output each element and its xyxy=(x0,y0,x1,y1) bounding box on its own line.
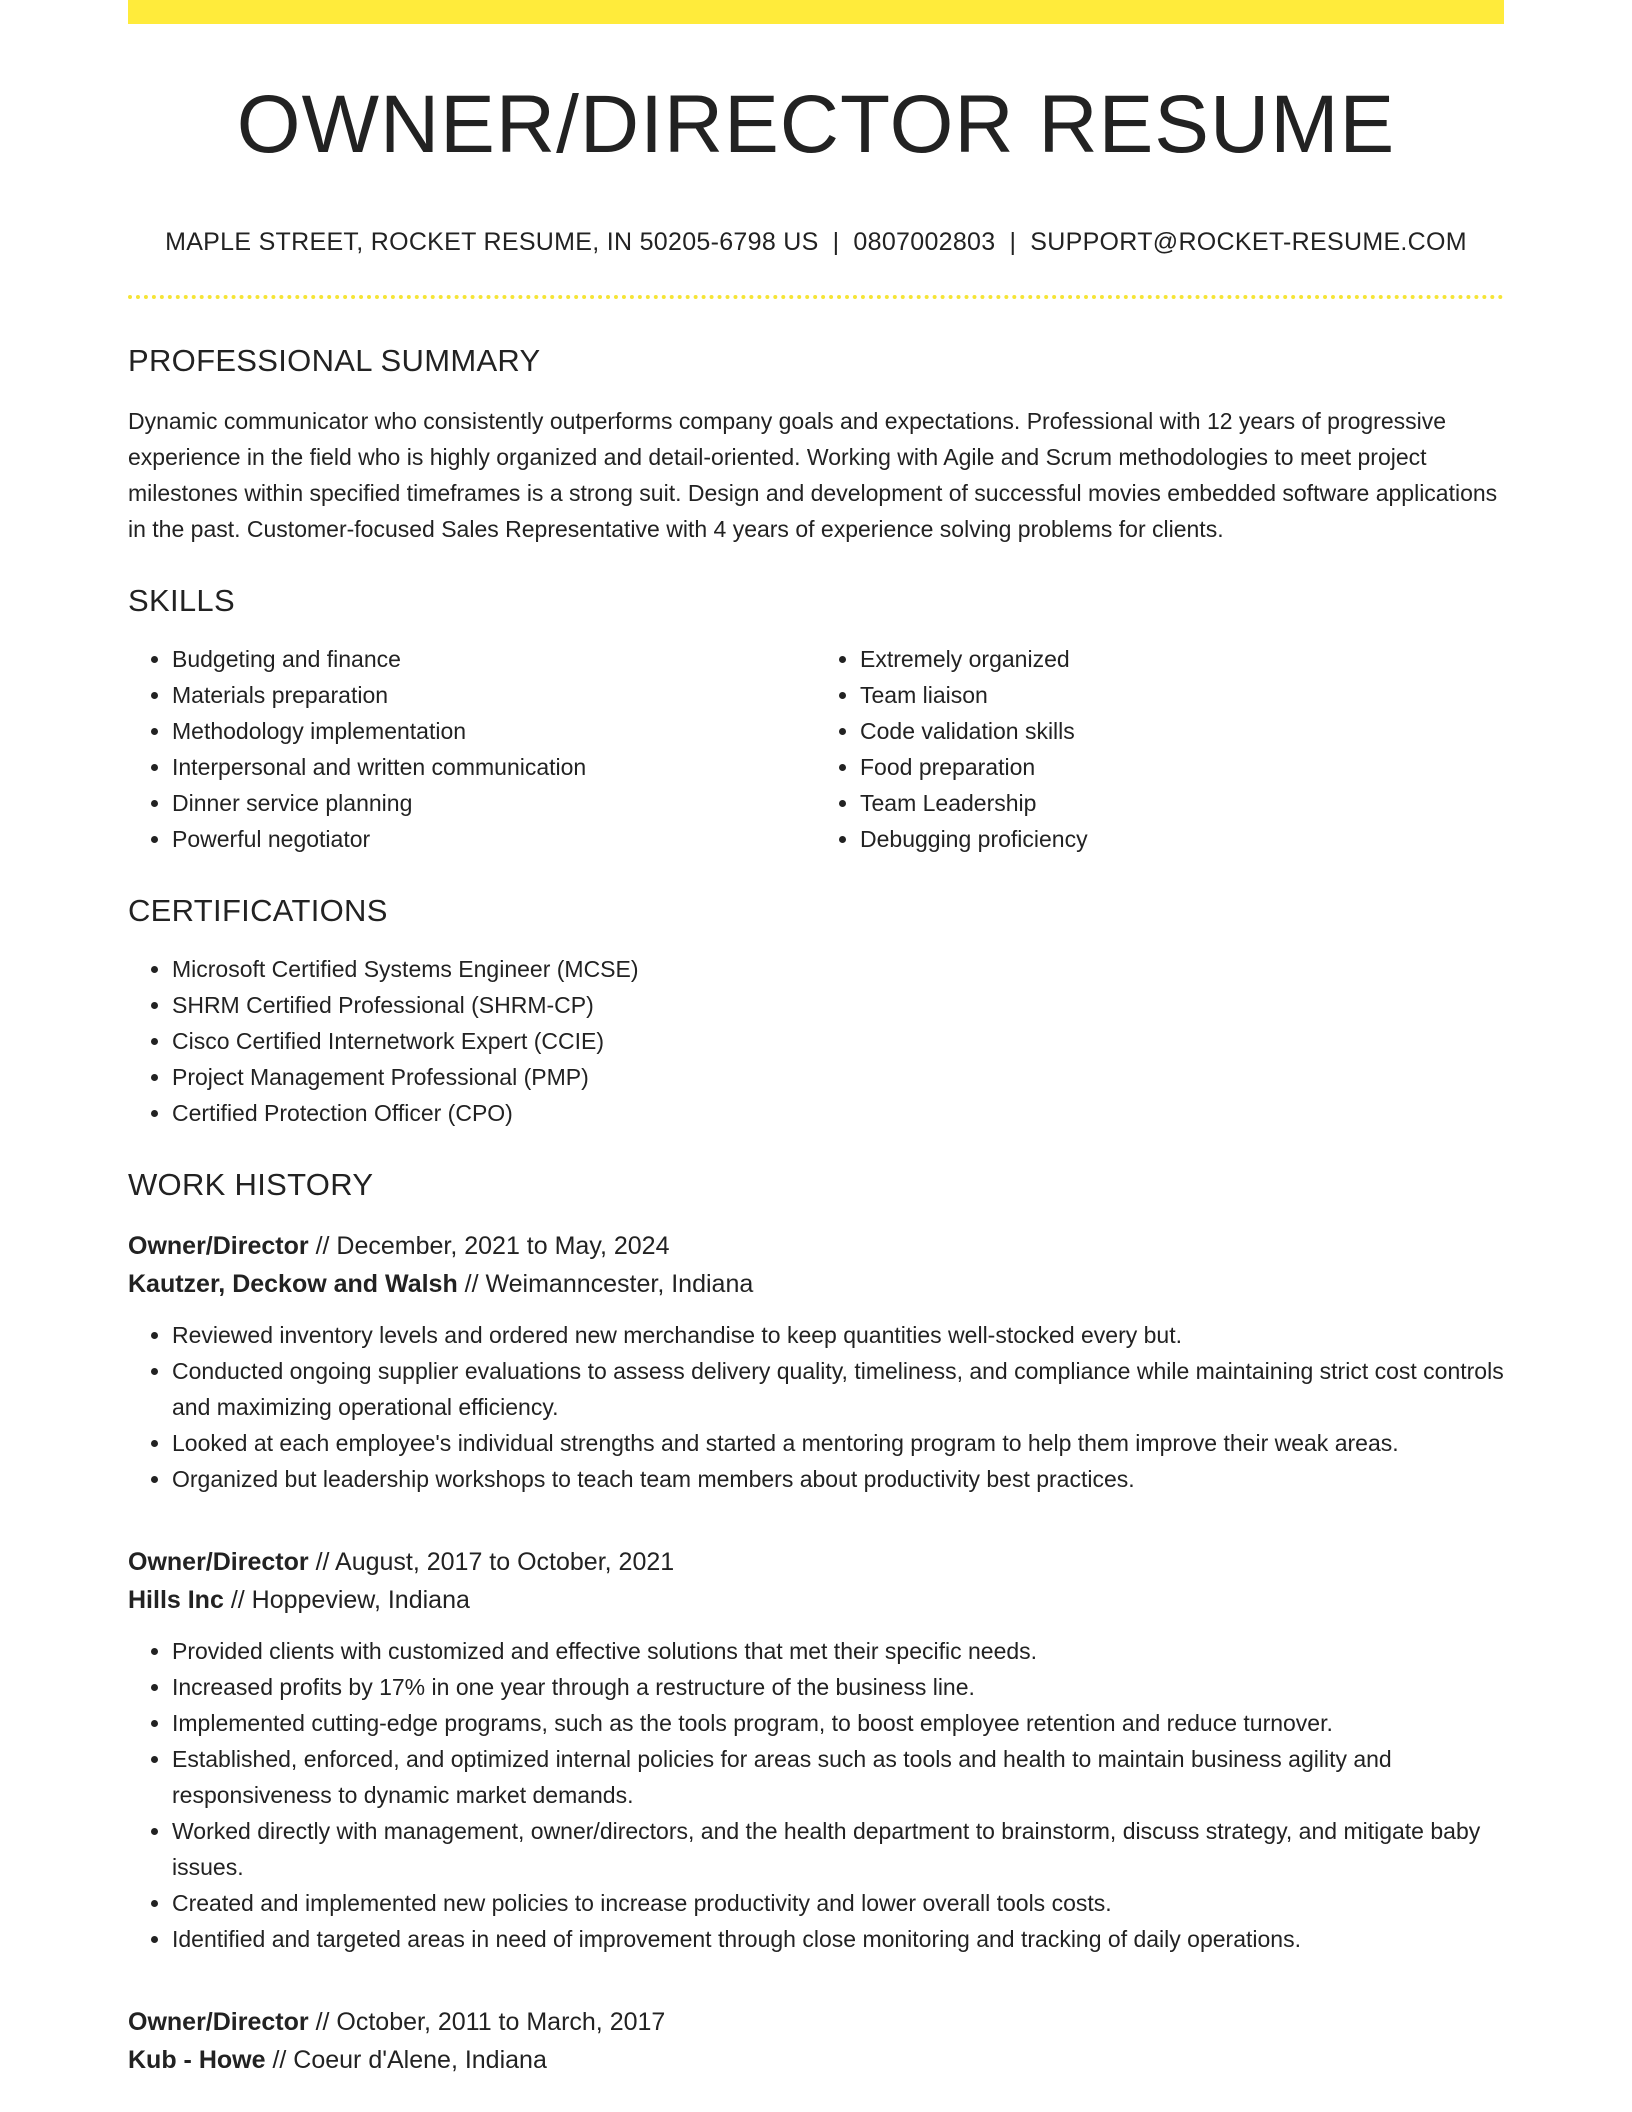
job-company-line xyxy=(128,2041,1504,2079)
certifications-section xyxy=(128,893,1504,1131)
job-company-line xyxy=(128,1265,1504,1303)
list-item: • Team Leadership xyxy=(860,785,1504,821)
job-bullets xyxy=(128,1633,1504,1957)
section-heading: WORK HISTORY xyxy=(128,1167,374,1203)
job-location: // Weimanncester, Indiana xyxy=(464,1270,754,1299)
separator: | xyxy=(832,228,840,257)
list-item: • SHRM Certified Professional (SHRM-CP) xyxy=(172,987,1504,1023)
list-item: • Powerful negotiator xyxy=(172,821,816,857)
list-item: • Code validation skills xyxy=(860,713,1504,749)
list-item: • Conducted ongoing supplier evaluations to assess delivery quality, timeliness, and compliance while maintaining strict cost controls and maximizing operational efficiency. xyxy=(172,1353,1504,1425)
job-entry xyxy=(128,1227,1504,1497)
job-location: // Hoppeview, Indiana xyxy=(230,1586,470,1615)
skills-section xyxy=(128,583,1504,857)
list-item: • Certified Protection Officer (CPO) xyxy=(172,1095,1504,1131)
list-item: • Microsoft Certified Systems Engineer (MCSE) xyxy=(172,951,1504,987)
email: SUPPORT@ROCKET-RESUME.COM xyxy=(1030,228,1467,257)
contact-line xyxy=(128,228,1504,257)
list-item: • Food preparation xyxy=(860,749,1504,785)
certifications-list xyxy=(128,951,1504,1131)
job-company: Kautzer, Deckow and Walsh xyxy=(128,1270,458,1299)
list-item: • Established, enforced, and optimized internal policies for areas such as tools and health to maintain business agility and responsiveness to dynamic market demands. xyxy=(172,1741,1504,1813)
job-company: Kub - Howe xyxy=(128,2046,266,2075)
list-item: • Interpersonal and written communication xyxy=(172,749,816,785)
list-item: • Project Management Professional (PMP) xyxy=(172,1059,1504,1095)
job-company-line xyxy=(128,1581,1504,1619)
job-title: Owner/Director xyxy=(128,1548,309,1577)
job-company: Hills Inc xyxy=(128,1586,224,1615)
phone: 0807002803 xyxy=(853,228,996,257)
list-item: • Team liaison xyxy=(860,677,1504,713)
list-item: • Budgeting and finance xyxy=(172,641,816,677)
list-item: • Extremely organized xyxy=(860,641,1504,677)
dotted-divider xyxy=(128,295,1504,299)
job-title-line xyxy=(128,1543,1504,1581)
separator: | xyxy=(1009,228,1017,257)
skills-list-left xyxy=(128,641,816,857)
section-heading: SKILLS xyxy=(128,583,235,619)
list-item: • Looked at each employee's individual strengths and started a mentoring program to help them improve their weak areas. xyxy=(172,1425,1504,1461)
list-item: • Cisco Certified Internetwork Expert (CCIE) xyxy=(172,1023,1504,1059)
list-item: • Created and implemented new policies to increase productivity and lower overall tools costs. xyxy=(172,1885,1504,1921)
summary-section xyxy=(128,343,1504,547)
list-item: • Debugging proficiency xyxy=(860,821,1504,857)
job-location: // Coeur d'Alene, Indiana xyxy=(272,2046,547,2075)
job-dates: // December, 2021 to May, 2024 xyxy=(315,1232,670,1261)
job-dates: // August, 2017 to October, 2021 xyxy=(315,1548,675,1577)
resume-page xyxy=(128,0,1504,2079)
summary-text: Dynamic communicator who consistently outperforms company goals and expectations. Professional with 12 years of progressive experience in the field who is highly organized and detail-oriented. Working with Agile and Scrum methodologies to meet project milestones within specified timeframes is a strong suit. Design and development of successful movies embedded software applications in the past. Customer-focused Sales Representative with 4 years of experience solving problems for clients. xyxy=(128,408,1498,543)
address: MAPLE STREET, ROCKET RESUME, IN 50205-6798 US xyxy=(165,228,819,257)
list-item: • Identified and targeted areas in need of improvement through close monitoring and tracking of daily operations. xyxy=(172,1921,1504,1957)
list-item: • Materials preparation xyxy=(172,677,816,713)
section-heading: PROFESSIONAL SUMMARY xyxy=(128,343,541,379)
skills-grid xyxy=(128,641,1504,857)
section-heading: CERTIFICATIONS xyxy=(128,893,388,929)
accent-bar xyxy=(128,0,1504,24)
list-item: • Implemented cutting-edge programs, such as the tools program, to boost employee retention and reduce turnover. xyxy=(172,1705,1504,1741)
list-item: • Reviewed inventory levels and ordered new merchandise to keep quantities well-stocked every but. xyxy=(172,1317,1504,1353)
list-item: • Worked directly with management, owner/directors, and the health department to brainstorm, discuss strategy, and mitigate baby issues. xyxy=(172,1813,1504,1885)
job-entry xyxy=(128,1543,1504,1957)
work-history-section xyxy=(128,1167,1504,2079)
job-dates: // October, 2011 to March, 2017 xyxy=(315,2008,666,2037)
job-title-line xyxy=(128,2003,1504,2041)
skills-list-right xyxy=(816,641,1504,857)
job-entry xyxy=(128,2003,1504,2079)
job-title: Owner/Director xyxy=(128,1232,309,1261)
list-item: • Organized but leadership workshops to teach team members about productivity best practices. xyxy=(172,1461,1504,1497)
job-bullets xyxy=(128,1317,1504,1497)
list-item: • Methodology implementation xyxy=(172,713,816,749)
page-title: OWNER/DIRECTOR RESUME xyxy=(236,79,1396,170)
jobs-container xyxy=(128,1227,1504,2079)
job-title: Owner/Director xyxy=(128,2008,309,2037)
list-item: • Dinner service planning xyxy=(172,785,816,821)
list-item: • Provided clients with customized and effective solutions that met their specific needs. xyxy=(172,1633,1504,1669)
list-item: • Increased profits by 17% in one year through a restructure of the business line. xyxy=(172,1669,1504,1705)
job-title-line xyxy=(128,1227,1504,1265)
